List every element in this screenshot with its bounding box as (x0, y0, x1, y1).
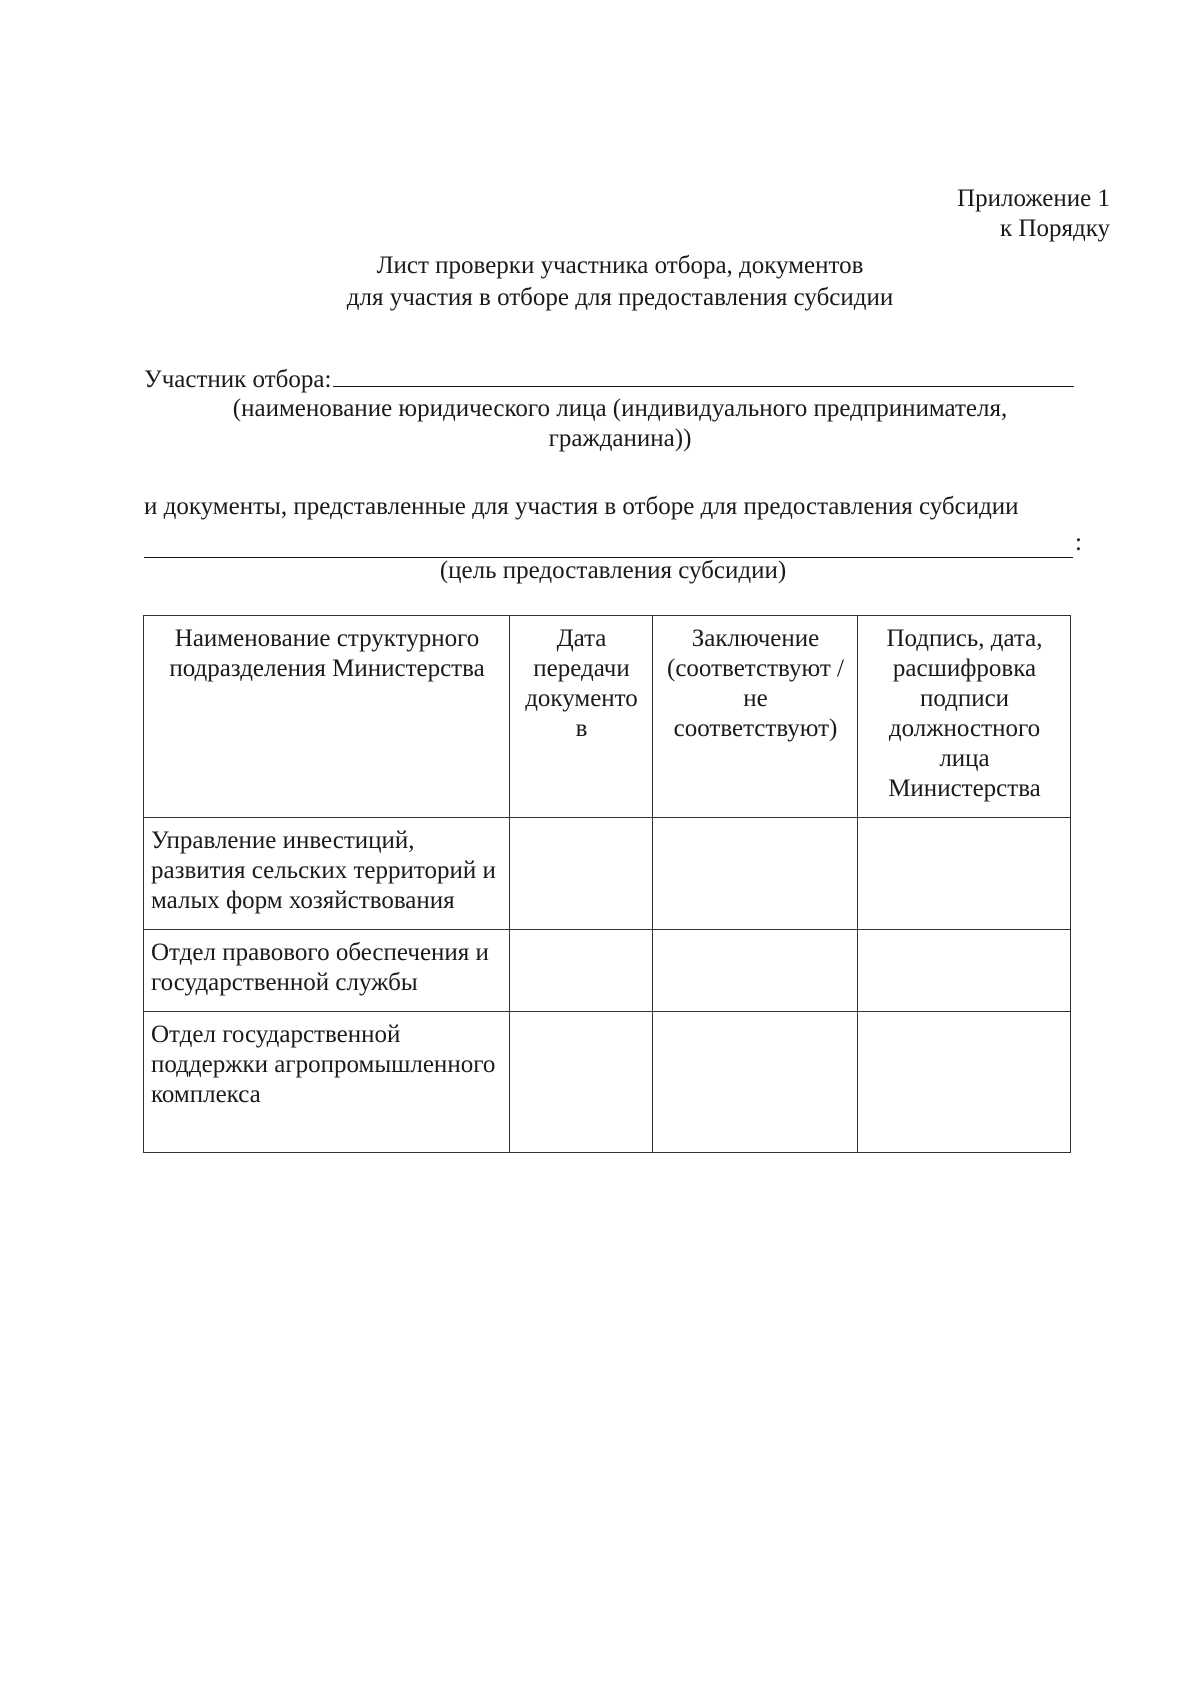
participant-hint-line-1: (наименование юридического лица (индивидуального предпринимателя, (232, 395, 1008, 422)
participant-label: Участник отбора: (144, 366, 332, 393)
transfer-date-cell[interactable] (510, 1012, 653, 1153)
purpose-colon: : (1075, 529, 1082, 556)
participant-blank-line (333, 362, 1074, 387)
conclusion-cell[interactable] (653, 1012, 858, 1153)
table-row (144, 930, 1071, 1012)
header-division: Наименование структурного подразделения Министерства (144, 616, 510, 818)
signature-cell[interactable] (858, 818, 1071, 930)
division-cell: Отдел правового обеспечения и государственной службы (144, 930, 510, 1012)
documents-statement: и документы, представленные для участия в отборе для предоставления субсидии (144, 493, 1019, 520)
header-signature: Подпись, дата, расшифровка подписи должностного лица Министерства (858, 616, 1071, 818)
document-title-line-1: Лист проверки участника отбора, документов (376, 252, 864, 279)
participant-hint-line-2: гражданина)) (548, 425, 692, 452)
participant-hint (140, 394, 1100, 454)
appendix-reference: к Порядку (1000, 215, 1110, 242)
purpose-blank-line (144, 531, 1073, 558)
participant-field (144, 362, 1074, 395)
conclusion-cell[interactable] (653, 818, 858, 930)
appendix-number: Приложение 1 (957, 185, 1110, 212)
transfer-date-cell[interactable] (510, 930, 653, 1012)
signature-cell[interactable] (858, 930, 1071, 1012)
table-header-row (144, 616, 1071, 818)
check-table (143, 615, 1071, 1153)
table-row (144, 1012, 1071, 1153)
appendix-label (710, 184, 1110, 244)
purpose-field (144, 528, 1082, 558)
division-cell: Управление инвестиций, развития сельских территорий и малых форм хозяйствования (144, 818, 510, 930)
header-conclusion: Заключение (соответствуют / не соответствуют) (653, 616, 858, 818)
signature-cell[interactable] (858, 1012, 1071, 1153)
header-transfer-date: Дата передачи документо в (510, 616, 653, 818)
document-title-line-2: для участия в отборе для предоставления субсидии (346, 284, 894, 311)
purpose-hint: (цель предоставления субсидии) (439, 557, 787, 584)
transfer-date-cell[interactable] (510, 818, 653, 930)
document-title (140, 250, 1100, 314)
conclusion-cell[interactable] (653, 930, 858, 1012)
table-row (144, 818, 1071, 930)
division-cell: Отдел государственной поддержки агропромышленного комплекса (144, 1012, 510, 1153)
